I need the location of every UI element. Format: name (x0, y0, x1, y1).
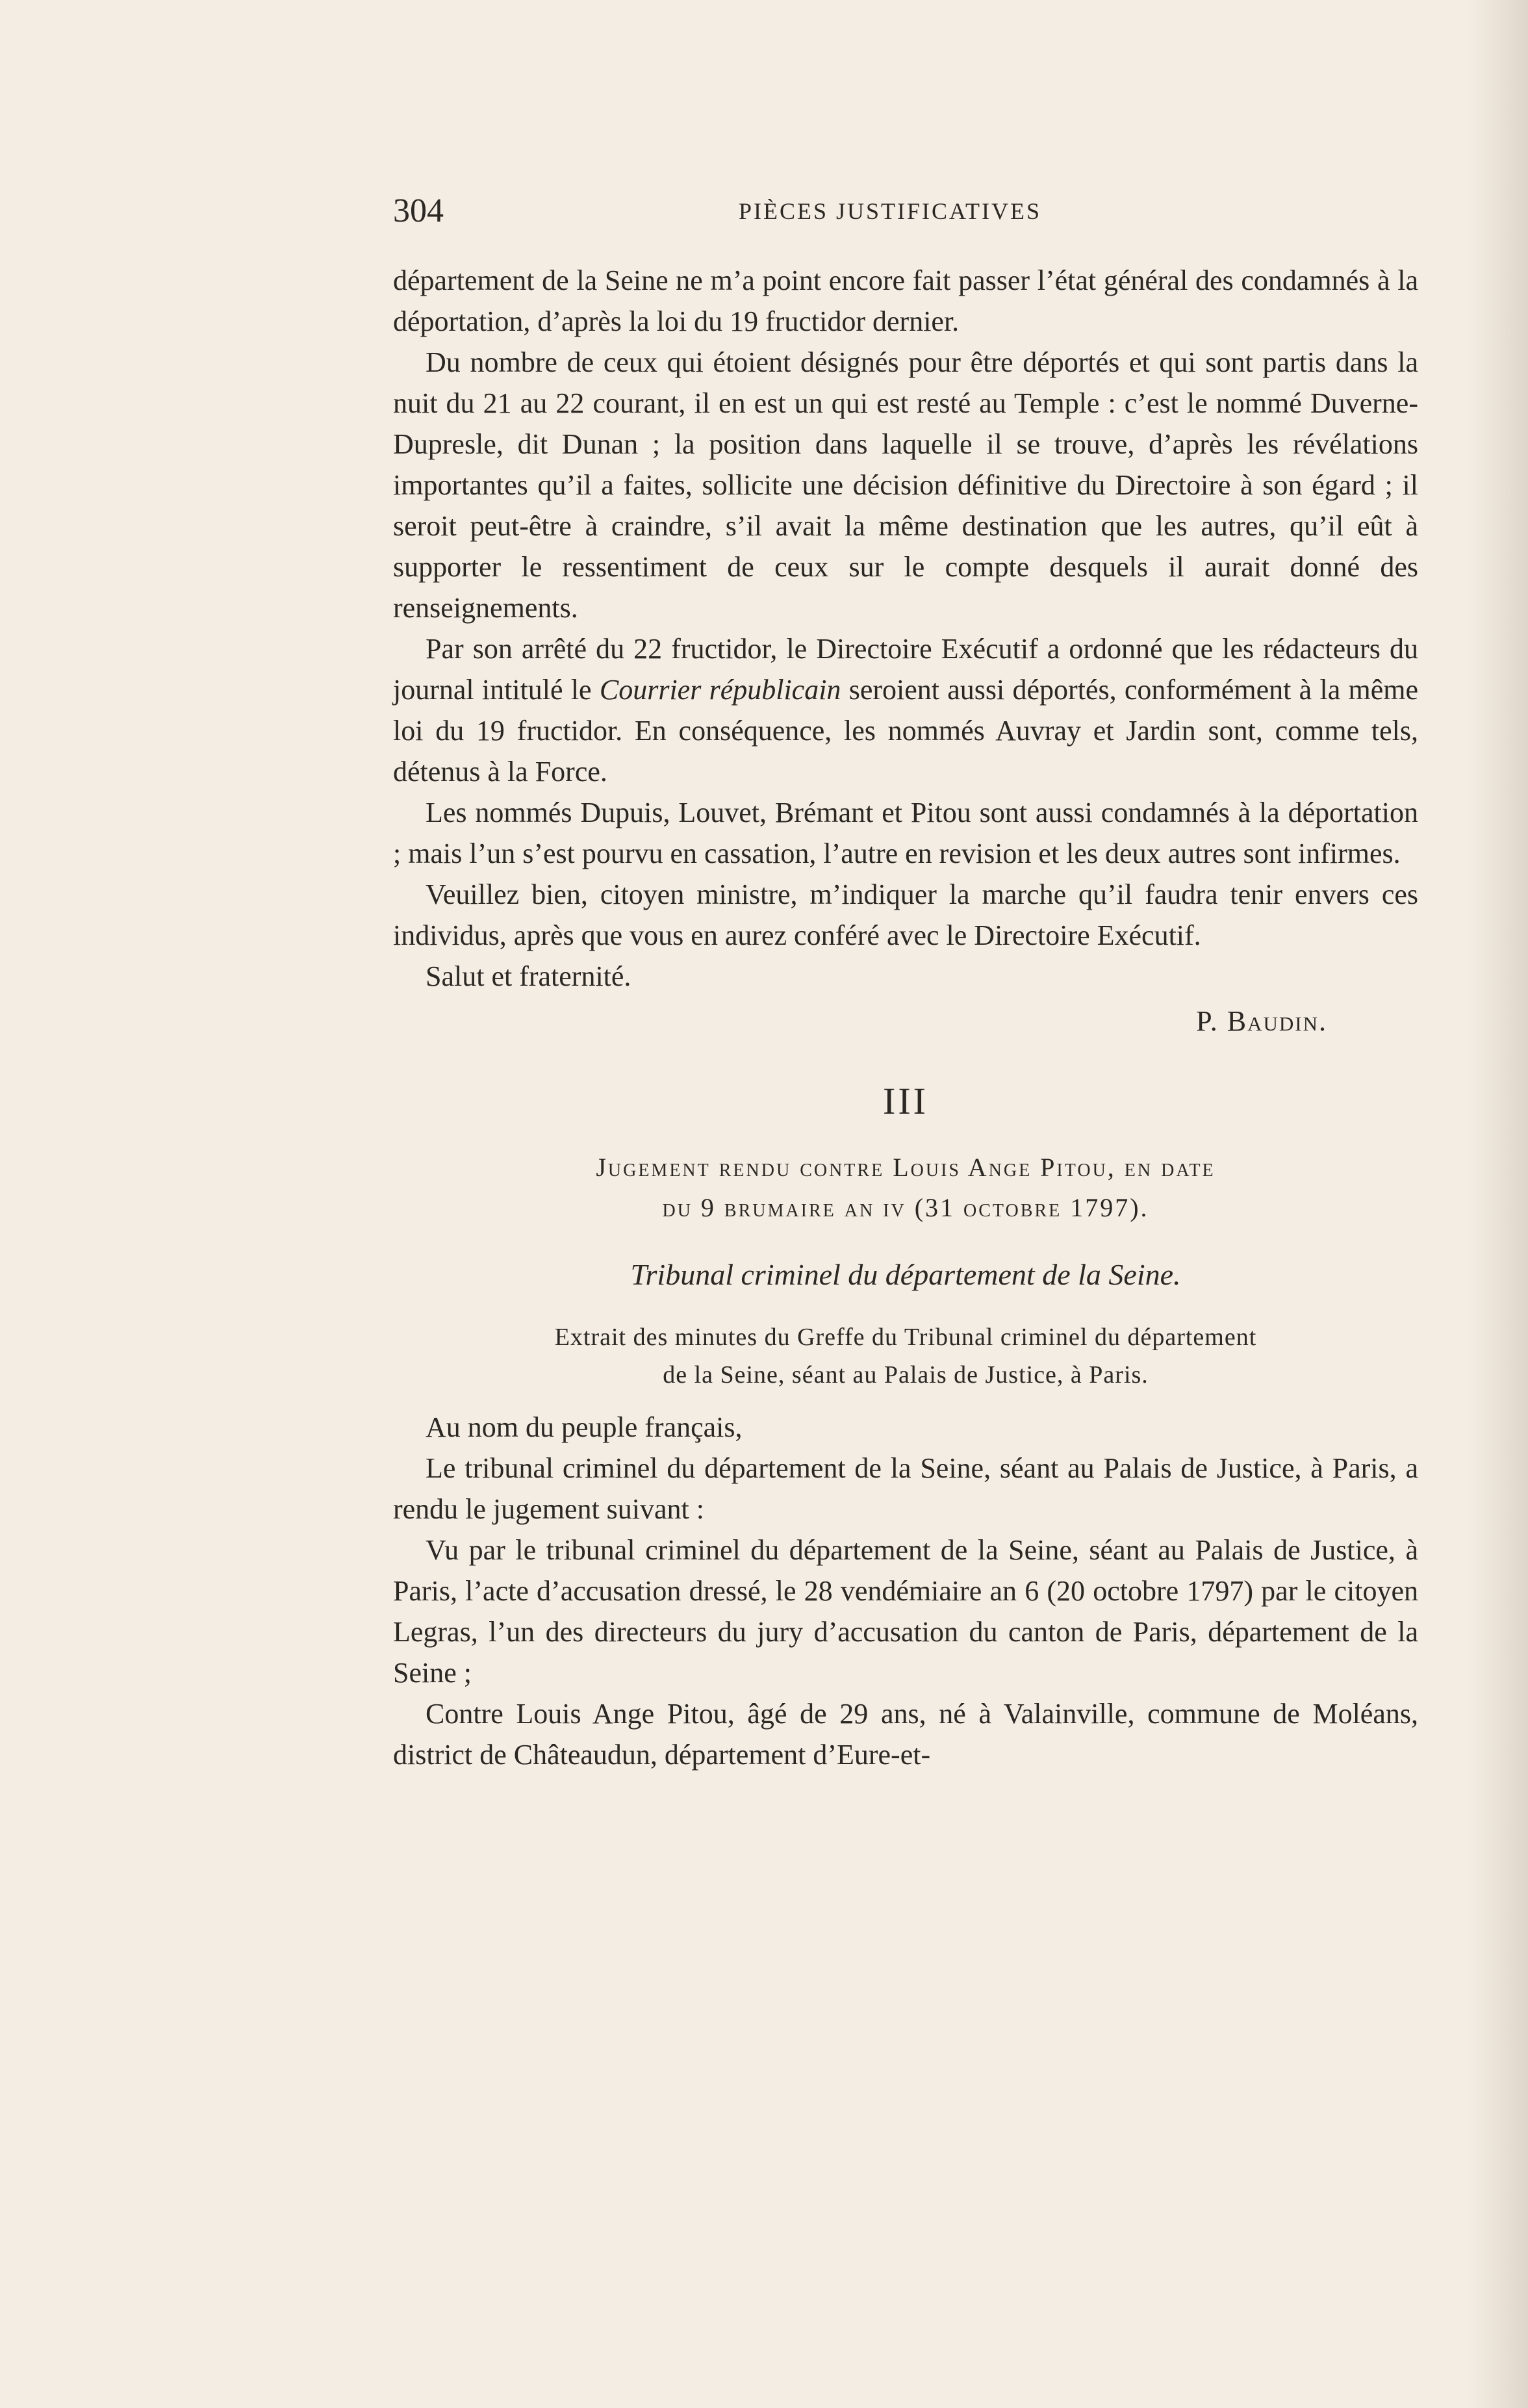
closing-salutation: Salut et fraternité. (426, 960, 631, 992)
tribunal-heading: Tribunal criminel du département de la Seine. (630, 1258, 1181, 1291)
page-content (393, 260, 1418, 1775)
page-number: 304 (393, 192, 444, 229)
section-title-line: du 9 brumaire an iv (31 octobre 1797). (662, 1193, 1149, 1222)
extract-line: de la Seine, séant au Palais de Justice, à Paris. (663, 1361, 1149, 1389)
paragraph: Au nom du peuple français, (426, 1411, 743, 1443)
section-number: III (883, 1080, 928, 1122)
paragraph: Veuillez bien, citoyen ministre, m’indiquer la marche qu’il faudra tenir envers ces individus, après que vous en aurez conféré avec le Directoire Exécutif. (393, 878, 1418, 951)
extract-heading (393, 1318, 1418, 1394)
journal-title: Courrier républicain (599, 674, 841, 706)
page-edge-shadow (1470, 0, 1528, 2408)
signature: P. Baudin. (1196, 1005, 1327, 1037)
text-run: Par son arrêté du 22 fructidor, le Directoire Exécutif a ordonné que les rédacteurs du journal intitulé le (393, 633, 1418, 706)
running-head (393, 188, 1387, 234)
section-title-line: Jugement rendu contre Louis Ange Pitou, en date (596, 1153, 1216, 1182)
paragraph: département de la Seine ne m’a point encore fait passer l’état général des condamnés à la déportation, d’après la loi du 19 fructidor dernier. (393, 264, 1418, 337)
paragraph: Du nombre de ceux qui étoient désignés pour être déportés et qui sont partis dans la nuit du 21 au 22 courant, il en est un qui est resté au Temple : c’est le nommé Duverne-Dupresle, dit Dunan ; la position dans laquelle il se trouve, d’après les révélations importantes qu’il a faites, sollicite une décision définitive du Directoire à son égard ; il seroit peut-être à craindre, s’il avait la même destination que les autres, qu’il eût à supporter le ressentiment de ceux sur le compte desquels il aurait donné des renseignements. (393, 346, 1418, 624)
paragraph: Vu par le tribunal criminel du département de la Seine, séant au Palais de Justice, à Paris, l’acte d’accusation dressé, le 28 vendémiaire an 6 (20 octobre 1797) par le citoyen Legras, l’un des directeurs du jury d’accusation du canton de Paris, département de la Seine ; (393, 1534, 1418, 1689)
paragraph: Le tribunal criminel du département de la Seine, séant au Palais de Justice, à Paris, a rendu le jugement suivant : (393, 1452, 1418, 1525)
extract-line: Extrait des minutes du Greffe du Tribunal criminel du département (554, 1324, 1257, 1351)
running-title: PIÈCES JUSTIFICATIVES (738, 198, 1042, 224)
paragraph: Contre Louis Ange Pitou, âgé de 29 ans, né à Valainville, commune de Moléans, district de Châteaudun, département d’Eure-et- (393, 1698, 1418, 1771)
paragraph: Les nommés Dupuis, Louvet, Brémant et Pitou sont aussi condamnés à la déportation ; mais l’un s’est pourvu en cassation, l’autre en revision et les deux autres sont infirmes. (393, 797, 1418, 869)
paragraph (393, 628, 1418, 792)
text-run: seroient aussi déportés, conformément à la même loi du 19 fructidor. En conséquence, les nommés Auvray et Jardin sont, comme tels, détenus à la Force. (393, 674, 1418, 788)
section-title (393, 1147, 1418, 1228)
